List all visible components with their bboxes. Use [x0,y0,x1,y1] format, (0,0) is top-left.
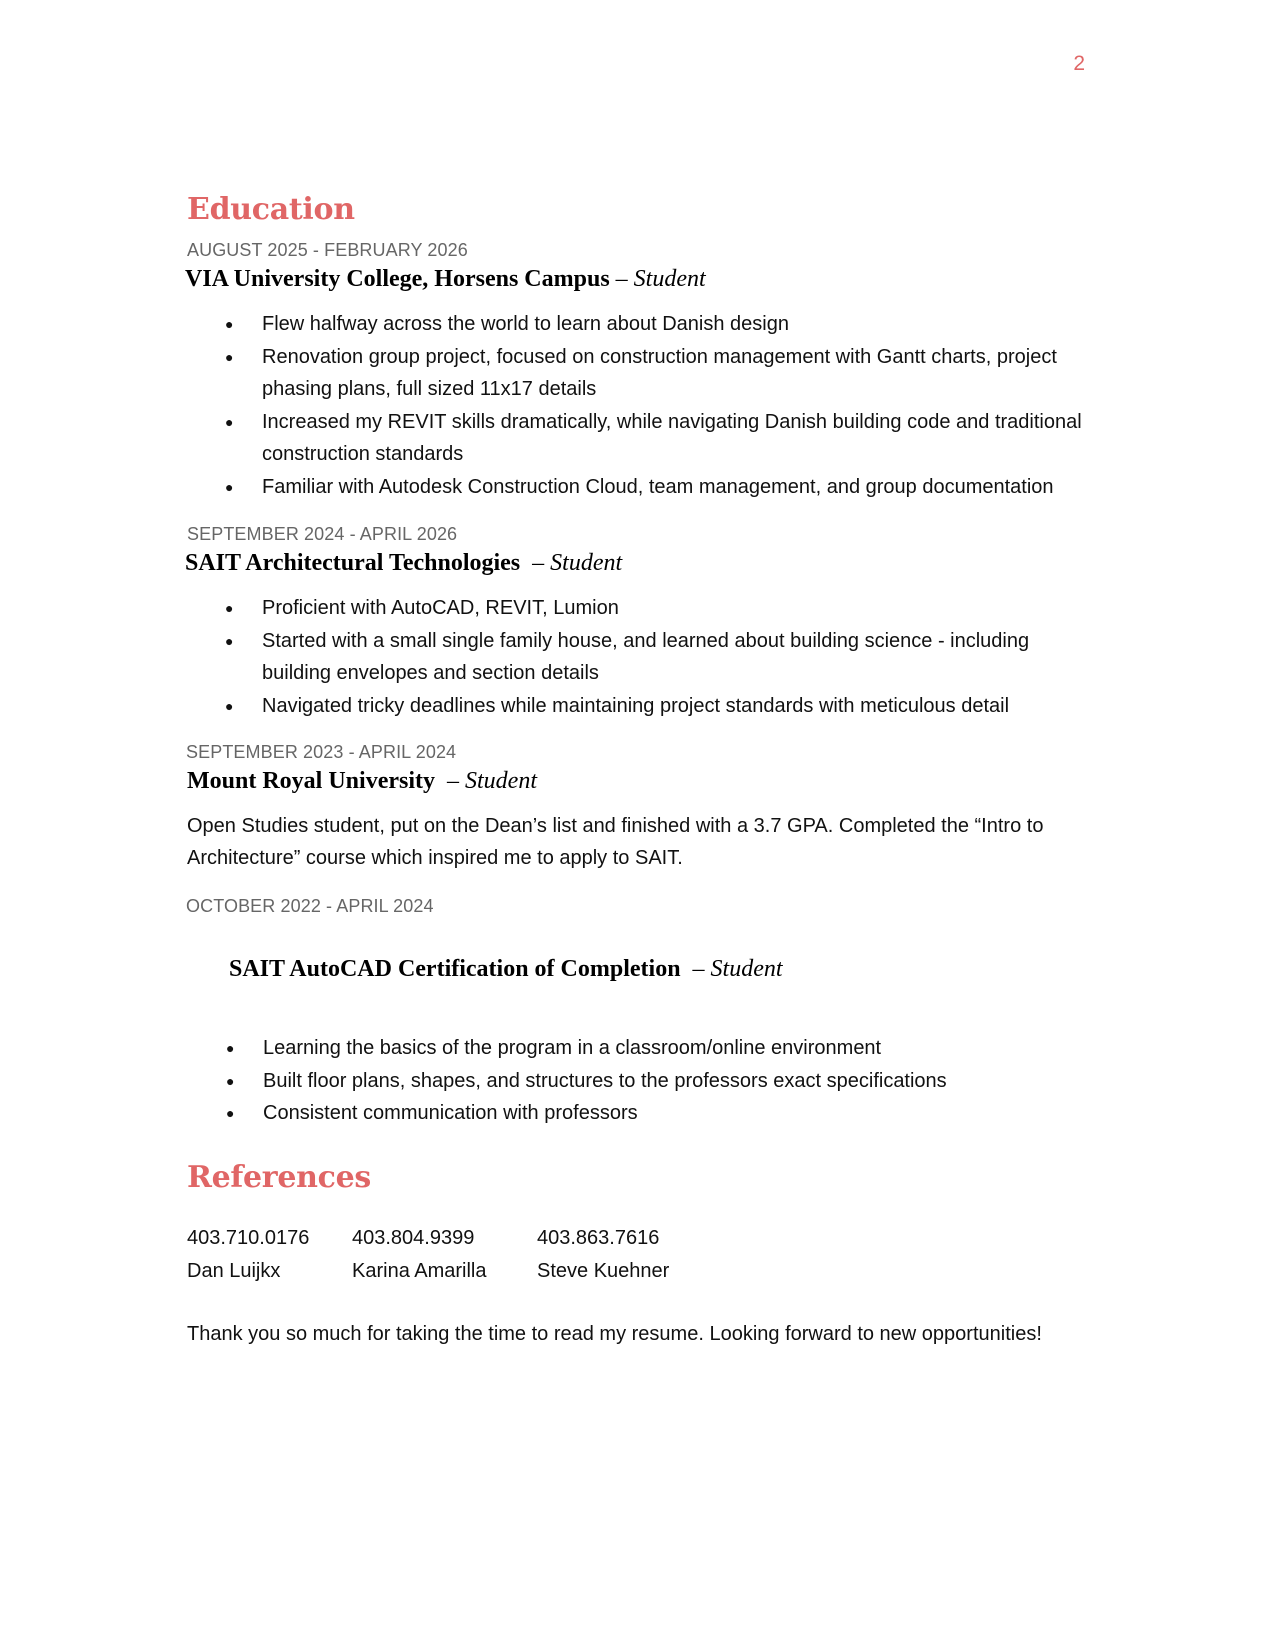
entry-dates: OCTOBER 2022 - APRIL 2024 [186,896,434,916]
bullet-item: ● Started with a small single family house, and learned about building science - including building envelopes and section details [262,625,1092,690]
entry-org: VIA University College, Horsens Campus [185,266,610,292]
bullet-item: ● Consistent communication with professors [263,1097,1092,1130]
bullet-item: ● Proficient with AutoCAD, REVIT, Lumion [262,592,1092,625]
bullet-item: ● Navigated tricky deadlines while maintaining project standards with meticulous detail [262,690,1092,723]
reference-name: Dan Luijkx [187,1259,281,1282]
education-entry-sait-arch [187,522,1092,722]
entry-bullets [187,1032,1092,1130]
education-entry-via [187,238,1092,503]
entry-org: SAIT Architectural Technologies [185,550,521,576]
entry-dates: AUGUST 2025 - FEBRUARY 2026 [187,240,468,260]
reference-phone: 403.804.9399 [352,1226,475,1249]
education-entry-mru [187,740,1092,874]
entry-bullets [187,592,1092,722]
reference-phone: 403.710.0176 [187,1226,310,1249]
entry-dates: SEPTEMBER 2024 - APRIL 2026 [187,524,458,544]
page-number: 2 [1073,52,1085,75]
resume-content [187,190,1092,1350]
bullet-item: ● Renovation group project, focused on construction management with Gantt charts, project phasing plans, full sized 11x17 details [262,341,1092,406]
entry-title [187,764,1092,798]
entry-role: Student [465,768,537,794]
education-heading: Education [187,192,355,227]
reference-name: Steve Kuehner [537,1259,670,1282]
entry-org: SAIT AutoCAD Certification of Completion [223,956,681,982]
entry-paragraph: Open Studies student, put on the Dean’s list and finished with a 3.7 GPA. Completed the “Intro to Architecture” course which inspired me to apply to SAIT. [187,815,1044,869]
entry-org: Mount Royal University [187,768,435,794]
closing-note: Thank you so much for taking the time to read my resume. Looking forward to new opportunities! [187,1322,1042,1345]
entry-title [187,918,1092,1020]
education-entry-sait-autocad [187,894,1092,1130]
bullet-item: ● Increased my REVIT skills dramatically, while navigating Danish building code and traditional construction standards [262,406,1092,471]
reference-phone: 403.863.7616 [537,1226,660,1249]
entry-separator: – [609,266,634,292]
entry-separator: – [435,768,465,794]
entry-role: Student [710,956,783,982]
entry-title [185,546,1092,580]
reference-name: Karina Amarilla [352,1259,487,1282]
entry-role: Student [550,550,623,576]
bullet-item: ● Flew halfway across the world to learn about Danish design [262,308,1092,341]
entry-separator: – [520,550,551,576]
bullet-item: ● Learning the basics of the program in a classroom/online environment [263,1032,1092,1065]
references-heading: References [187,1159,371,1195]
entry-dates: SEPTEMBER 2023 - APRIL 2024 [186,742,457,762]
references-list [187,1222,1092,1288]
entry-role: Student [633,266,706,292]
bullet-item: ● Familiar with Autodesk Construction Cloud, team management, and group documentation [262,471,1092,504]
bullet-item: ● Built floor plans, shapes, and structures to the professors exact specifications [263,1065,1092,1098]
entry-separator: – [680,956,711,982]
entry-title [185,262,1092,296]
entry-bullets [187,308,1092,503]
